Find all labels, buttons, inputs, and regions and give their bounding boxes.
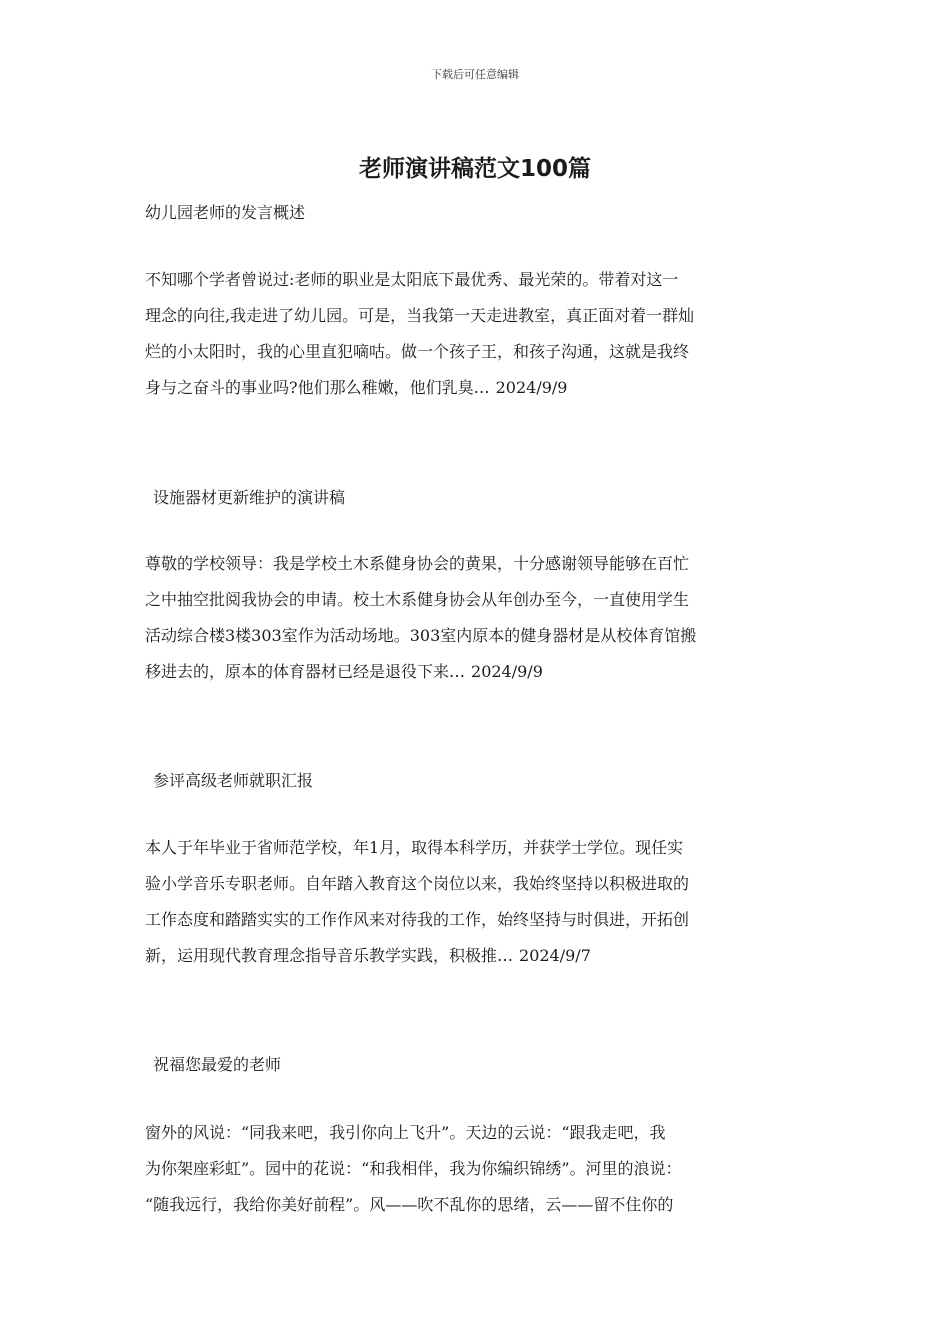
article-2-line-2: 之中抽空批阅我协会的申请。校土木系健身协会从年创办至今，一直使用学生	[145, 590, 690, 609]
article-3-date: 2024/9/7	[519, 946, 591, 965]
article-3-line-4: 新，运用现代教育理念指导音乐教学实践，积极推… 2024/9/7	[145, 946, 591, 965]
article-3-line-3: 工作态度和踏踏实实的工作作风来对待我的工作，始终坚持与时俱进，开拓创	[145, 910, 690, 929]
article-2-heading: 设施器材更新维护的演讲稿	[153, 488, 346, 507]
article-3-line-1: 本人于年毕业于省师范学校，年1月，取得本科学历，并获学士学位。现任实	[145, 838, 684, 857]
document-subtitle: 幼儿园老师的发言概述	[145, 203, 306, 222]
article-1-line-2: 理念的向往,我走进了幼儿园。可是，当我第一天走进教室，真正面对着一群灿	[145, 306, 695, 325]
article-4-line-1: 窗外的风说：“同我来吧，我引你向上飞升”。天边的云说：“跟我走吧，我	[145, 1123, 666, 1142]
article-1-line-1: 不知哪个学者曾说过:老师的职业是太阳底下最优秀、最光荣的。带着对这一	[145, 270, 679, 289]
article-1-line-3: 烂的小太阳时，我的心里直犯嘀咕。做一个孩子王，和孩子沟通，这就是我终	[145, 342, 690, 361]
article-2-date: 2024/9/9	[471, 662, 543, 681]
article-2-line-1: 尊敬的学校领导：我是学校土木系健身协会的黄果，十分感谢领导能够在百忙	[145, 554, 690, 573]
article-4-body	[145, 1115, 813, 1223]
article-4-heading: 祝福您最爱的老师	[153, 1055, 282, 1074]
article-4-line-2: 为你架座彩虹”。园中的花说：“和我相伴，我为你编织锦绣”。河里的浪说：	[145, 1159, 682, 1178]
article-1-body	[145, 262, 813, 406]
article-2-line-4: 移进去的，原本的体育器材已经是退役下来… 2024/9/9	[145, 662, 543, 681]
article-1-line-4: 身与之奋斗的事业吗?他们那么稚嫩，他们乳臭… 2024/9/9	[145, 378, 568, 397]
article-3-body	[145, 830, 813, 974]
article-3-line-2: 验小学音乐专职老师。自年踏入教育这个岗位以来，我始终坚持以积极进取的	[145, 874, 690, 893]
article-3-heading: 参评高级老师就职汇报	[153, 771, 314, 790]
header-note: 下载后可任意编辑	[431, 68, 519, 81]
article-4-line-3: “随我远行，我给你美好前程”。风——吹不乱你的思绪，云——留不住你的	[145, 1195, 674, 1214]
article-1-date: 2024/9/9	[495, 378, 568, 397]
document-title: 老师演讲稿范文100篇	[358, 156, 591, 182]
article-2-body	[145, 546, 813, 690]
article-2-line-3: 活动综合楼3楼303室作为活动场地。303室内原本的健身器材是从校体育馆搬	[145, 626, 697, 645]
